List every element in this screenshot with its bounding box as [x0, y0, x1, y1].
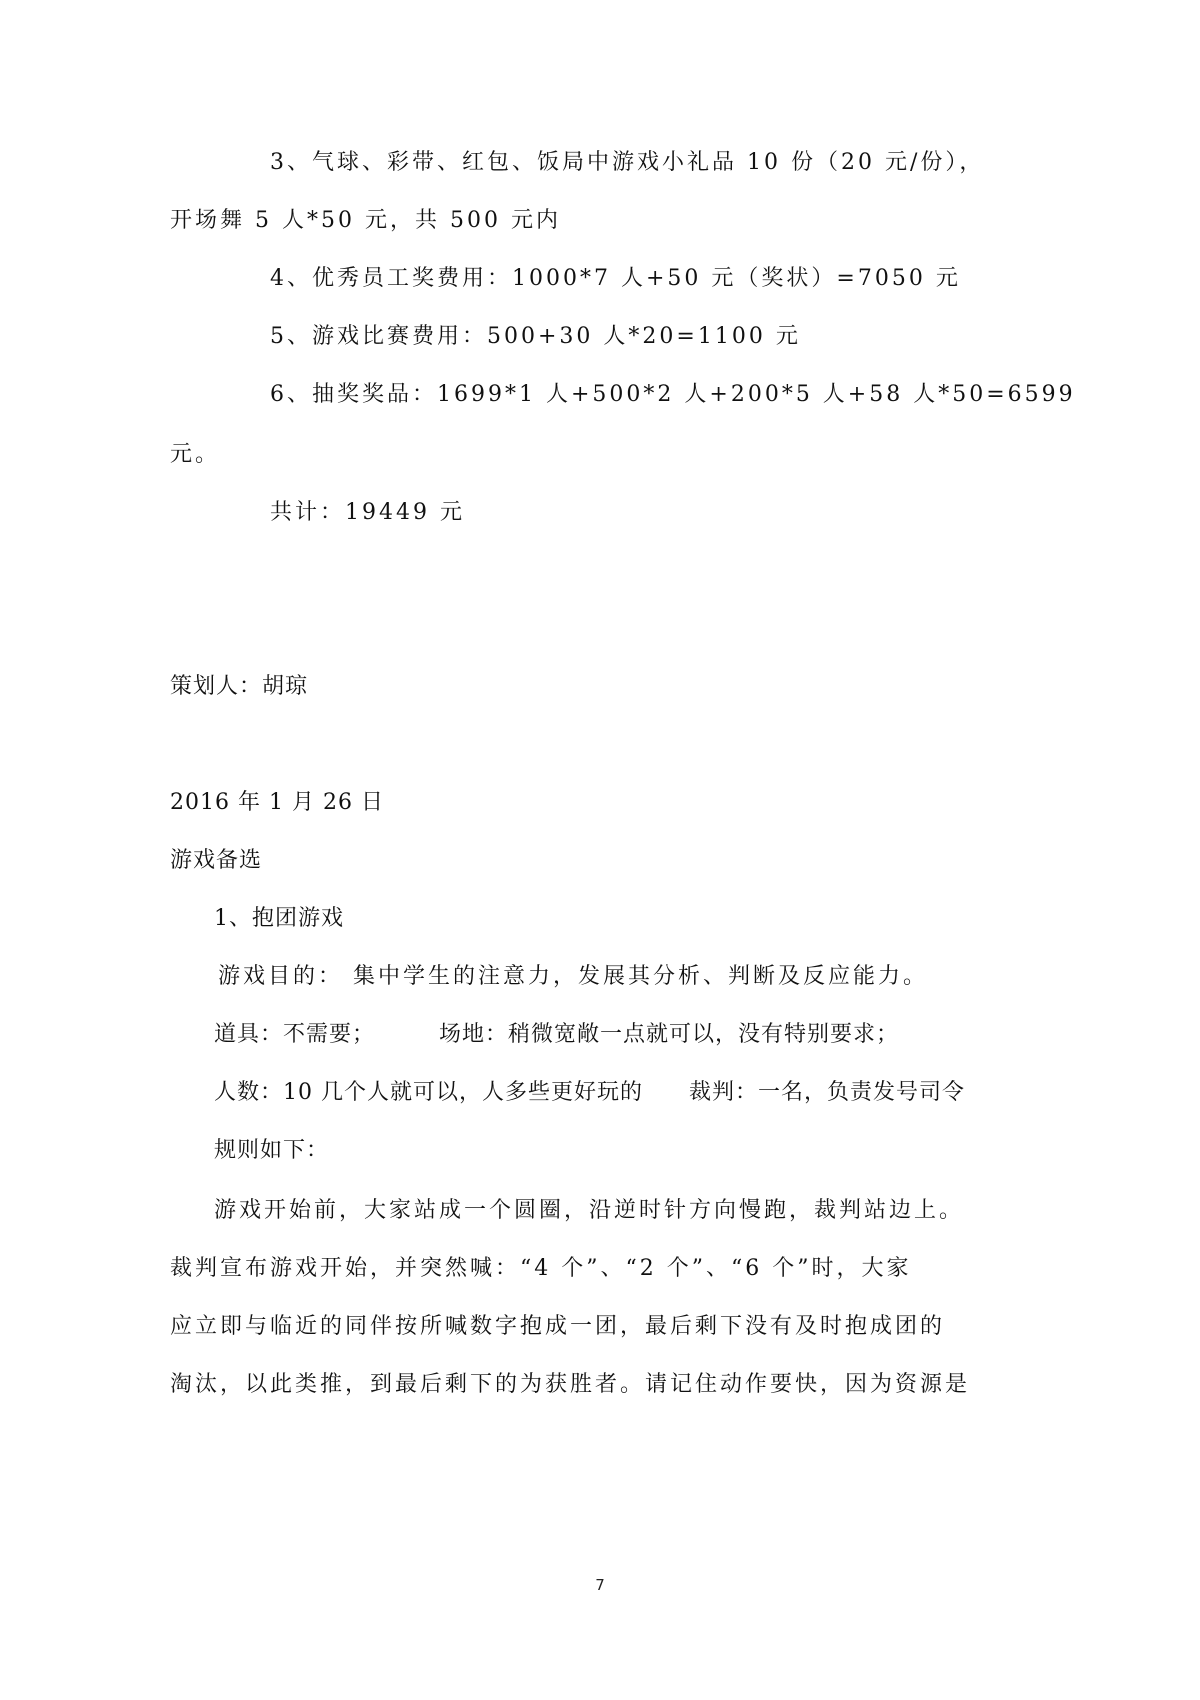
game-1-rules-title: 规则如下：: [214, 1138, 330, 1163]
game-1-props: 道具：不需要；: [214, 1022, 376, 1047]
budget-item-6-line-1: 6、抽奖奖品：1699*1 人+500*2 人+200*5 人+58 人*50=6599: [270, 382, 1076, 407]
budget-item-3-line-2: 开场舞 5 人*50 元，共 500 元内: [170, 208, 561, 233]
game-1-title: 1、抱团游戏: [214, 906, 344, 931]
game-1-rules-line-1: 游戏开始前，大家站成一个圆圈，沿逆时针方向慢跑，裁判站边上。: [214, 1198, 965, 1223]
game-1-props-venue: [214, 1020, 899, 1050]
game-1-rules-line-2: 裁判宣布游戏开始，并突然喊：“4 个”、“2 个”、“6 个”时，大家: [170, 1256, 912, 1281]
game-1-players: 人数：10 几个人就可以，人多些更好玩的: [214, 1080, 643, 1105]
game-1-purpose: 游戏目的： 集中学生的注意力，发展其分析、判断及反应能力。: [218, 964, 928, 989]
budget-item-6-line-2: 元。: [170, 442, 221, 467]
game-1-rules-line-3: 应立即与临近的同伴按所喊数字抱成一团，最后剩下没有及时抱成团的: [170, 1314, 946, 1339]
page-number: 7: [595, 1576, 605, 1594]
planner-signature: 策划人：胡琼: [170, 674, 309, 699]
budget-item-5: 5、游戏比赛费用：500+30 人*20=1100 元: [270, 324, 801, 349]
budget-item-3-line-1: 3、气球、彩带、红包、饭局中游戏小礼品 10 份（20 元/份），: [270, 150, 985, 175]
budget-item-4: 4、优秀员工奖费用：1000*7 人+50 元（奖状）=7050 元: [270, 266, 961, 291]
games-section-title: 游戏备选: [170, 848, 263, 873]
game-1-players-referee: [214, 1078, 965, 1108]
game-1-referee: 裁判：一名，负责发号司令: [689, 1080, 966, 1105]
document-date: 2016 年 1 月 26 日: [170, 790, 384, 815]
game-1-rules-line-4: 淘汰，以此类推，到最后剩下的为获胜者。请记住动作要快，因为资源是: [170, 1372, 971, 1397]
budget-total: 共计：19449 元: [270, 500, 465, 525]
game-1-venue: 场地：稍微宽敞一点就可以，没有特别要求；: [439, 1022, 900, 1047]
